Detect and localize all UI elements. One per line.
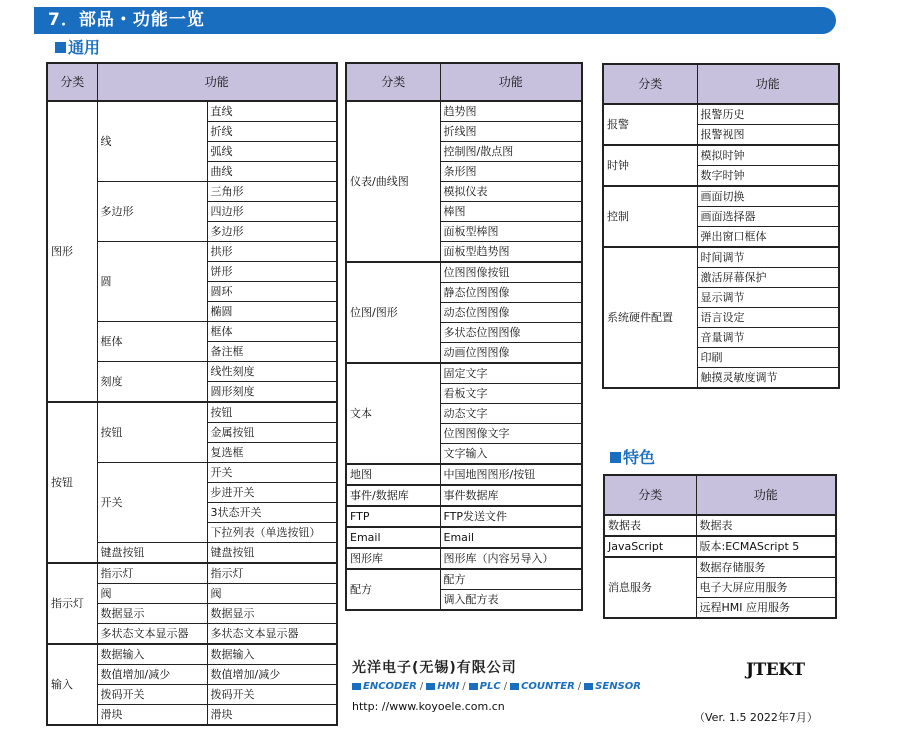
function-cell: 数字时钟 — [697, 166, 839, 187]
table-header-function: 功能 — [696, 475, 836, 515]
function-cell: 拨码开关 — [207, 685, 337, 705]
subcategory-cell: 按钮 — [97, 402, 207, 463]
function-cell: 控制图/散点图 — [440, 142, 582, 162]
function-cell: 数据表 — [696, 515, 836, 536]
category-cell: 事件/数据库 — [346, 485, 440, 506]
category-cell: 配方 — [346, 569, 440, 610]
function-cell: 面板型棒图 — [440, 222, 582, 242]
company-name: 光洋电子(无锡)有限公司 — [352, 660, 517, 676]
function-cell: 圆形刻度 — [207, 382, 337, 403]
table-row — [604, 515, 836, 536]
function-cell: 版本:ECMAScript 5 — [696, 536, 836, 557]
table-row — [603, 104, 839, 125]
table-row — [346, 506, 582, 527]
subcategory-cell: 键盘按钮 — [97, 543, 207, 564]
function-cell: 多状态位图图像 — [440, 323, 582, 343]
company-url[interactable]: http: //www.koyoele.com.cn — [352, 700, 505, 713]
function-cell: 画面选择器 — [697, 207, 839, 227]
table-general-display — [345, 62, 583, 611]
category-cell: 系统硬件配置 — [603, 247, 697, 388]
function-cell: 电子大屏应用服务 — [696, 578, 836, 598]
function-cell: 图形库（内容另导入） — [440, 548, 582, 569]
function-cell: 音量调节 — [697, 328, 839, 348]
category-cell: 数据表 — [604, 515, 696, 536]
function-cell: 数据存储服务 — [696, 557, 836, 578]
function-cell: 趋势图 — [440, 101, 582, 122]
function-cell: 框体 — [207, 322, 337, 342]
function-cell: 按钮 — [207, 402, 337, 423]
product-icon — [510, 683, 519, 690]
function-cell: 直线 — [207, 101, 337, 122]
function-cell: FTP发送文件 — [440, 506, 582, 527]
product-label: PLC — [479, 681, 501, 692]
subcategory-cell: 数据显示 — [97, 604, 207, 624]
section-title-special: 特色 — [610, 448, 655, 468]
brand-logo: JTEKT — [746, 660, 805, 680]
function-cell: 动态文字 — [440, 404, 582, 424]
square-bullet-icon — [55, 42, 66, 53]
version-label: （Ver. 1.5 2022年7月） — [694, 711, 818, 724]
category-cell: 按钮 — [47, 402, 97, 563]
product-label: SENSOR — [595, 681, 641, 692]
function-cell: 静态位图图像 — [440, 283, 582, 303]
table-row — [346, 548, 582, 569]
subcategory-cell: 指示灯 — [97, 563, 207, 584]
function-cell: 事件数据库 — [440, 485, 582, 506]
function-cell: 印刷 — [697, 348, 839, 368]
function-cell: 位图图像文字 — [440, 424, 582, 444]
category-cell: JavaScript — [604, 536, 696, 557]
category-cell: 控制 — [603, 186, 697, 247]
category-cell: 地图 — [346, 464, 440, 485]
category-cell: 指示灯 — [47, 563, 97, 644]
subcategory-cell: 多状态文本显示器 — [97, 624, 207, 645]
function-cell: 数据显示 — [207, 604, 337, 624]
function-cell: 折线 — [207, 122, 337, 142]
table-row — [603, 186, 839, 207]
function-cell: 滑块 — [207, 705, 337, 726]
function-cell: 画面切换 — [697, 186, 839, 207]
category-cell: 位图/图形 — [346, 262, 440, 363]
table-header-function: 功能 — [440, 63, 582, 101]
table-special — [603, 474, 837, 619]
subcategory-cell: 数据输入 — [97, 644, 207, 665]
table-header-category: 分类 — [603, 64, 697, 104]
subcategory-cell: 开关 — [97, 463, 207, 543]
function-cell: 激活屏幕保护 — [697, 268, 839, 288]
table-row — [47, 101, 337, 122]
function-cell: 中国地图图形/按钮 — [440, 464, 582, 485]
function-cell: 面板型趋势图 — [440, 242, 582, 263]
category-cell: Email — [346, 527, 440, 548]
function-cell: 3状态开关 — [207, 503, 337, 523]
subcategory-cell: 框体 — [97, 322, 207, 362]
function-cell: 远程HMI 应用服务 — [696, 598, 836, 619]
function-cell: 复选框 — [207, 443, 337, 463]
function-cell: 拱形 — [207, 242, 337, 262]
function-cell: 金属按钮 — [207, 423, 337, 443]
subcategory-cell: 拨码开关 — [97, 685, 207, 705]
table-header-category: 分类 — [604, 475, 696, 515]
function-cell: 备注框 — [207, 342, 337, 362]
function-cell: 报警历史 — [697, 104, 839, 125]
table-row — [346, 485, 582, 506]
function-cell: 弧线 — [207, 142, 337, 162]
function-cell: 下拉列表（单选按钮） — [207, 523, 337, 543]
table-row — [47, 402, 337, 423]
table-row — [47, 644, 337, 665]
category-cell: 文本 — [346, 363, 440, 464]
function-cell: 多状态文本显示器 — [207, 624, 337, 645]
table-row — [346, 464, 582, 485]
table-row — [604, 557, 836, 578]
function-cell: 时间调节 — [697, 247, 839, 268]
function-cell: 动画位图图像 — [440, 343, 582, 364]
table-row — [346, 363, 582, 384]
product-icon — [426, 683, 435, 690]
product-icon — [469, 683, 478, 690]
product-icon — [584, 683, 593, 690]
function-cell: 调入配方表 — [440, 590, 582, 611]
table-header-category: 分类 — [47, 63, 97, 101]
function-cell: 四边形 — [207, 202, 337, 222]
function-cell: 语言设定 — [697, 308, 839, 328]
function-cell: 看板文字 — [440, 384, 582, 404]
product-label: HMI — [437, 681, 460, 692]
table-row — [346, 262, 582, 283]
table-header-function: 功能 — [97, 63, 337, 101]
subcategory-cell: 阀 — [97, 584, 207, 604]
function-cell: 饼形 — [207, 262, 337, 282]
category-cell: 输入 — [47, 644, 97, 725]
function-cell: 曲线 — [207, 162, 337, 182]
category-cell: 报警 — [603, 104, 697, 145]
function-cell: 步进开关 — [207, 483, 337, 503]
table-row — [47, 563, 337, 584]
table-row — [346, 569, 582, 590]
function-cell: 开关 — [207, 463, 337, 483]
product-label: COUNTER — [521, 681, 575, 692]
product-label: ENCODER — [363, 681, 417, 692]
table-general-system — [602, 63, 840, 389]
divider: / — [577, 681, 582, 692]
function-cell: 模拟时钟 — [697, 145, 839, 166]
function-cell: 键盘按钮 — [207, 543, 337, 564]
category-cell: FTP — [346, 506, 440, 527]
category-cell: 图形 — [47, 101, 97, 402]
function-cell: 弹出窗口框体 — [697, 227, 839, 248]
function-cell: 椭圆 — [207, 302, 337, 322]
function-cell: 位图图像按钮 — [440, 262, 582, 283]
category-cell: 消息服务 — [604, 557, 696, 618]
function-cell: 数据输入 — [207, 644, 337, 665]
table-row — [346, 527, 582, 548]
product-lineup — [352, 681, 641, 692]
table-row — [604, 536, 836, 557]
category-cell: 仪表/曲线图 — [346, 101, 440, 262]
section-header-bar — [34, 7, 836, 34]
table-general-shapes — [46, 62, 338, 726]
function-cell: 多边形 — [207, 222, 337, 242]
table-row — [346, 101, 582, 122]
subcategory-cell: 线 — [97, 101, 207, 182]
function-cell: 数值增加/减少 — [207, 665, 337, 685]
product-icon — [352, 683, 361, 690]
subcategory-cell: 滑块 — [97, 705, 207, 726]
function-cell: 动态位图图像 — [440, 303, 582, 323]
function-cell: 线性刻度 — [207, 362, 337, 382]
page-title: 7．部品・功能一览 — [48, 10, 205, 30]
divider: / — [419, 681, 424, 692]
category-cell: 时钟 — [603, 145, 697, 186]
function-cell: 圆环 — [207, 282, 337, 302]
function-cell: 指示灯 — [207, 563, 337, 584]
function-cell: 触摸灵敏度调节 — [697, 368, 839, 389]
function-cell: 文字输入 — [440, 444, 582, 465]
function-cell: 折线图 — [440, 122, 582, 142]
category-cell: 图形库 — [346, 548, 440, 569]
function-cell: 显示调节 — [697, 288, 839, 308]
function-cell: 阀 — [207, 584, 337, 604]
function-cell: Email — [440, 527, 582, 548]
table-row — [603, 247, 839, 268]
function-cell: 棒图 — [440, 202, 582, 222]
subcategory-cell: 多边形 — [97, 182, 207, 242]
function-cell: 报警视图 — [697, 125, 839, 146]
subcategory-cell: 数值增加/减少 — [97, 665, 207, 685]
function-cell: 条形图 — [440, 162, 582, 182]
function-cell: 模拟仪表 — [440, 182, 582, 202]
section-title-general: 通用 — [55, 38, 100, 58]
table-header-function: 功能 — [697, 64, 839, 104]
function-cell: 三角形 — [207, 182, 337, 202]
function-cell: 固定文字 — [440, 363, 582, 384]
table-row — [603, 145, 839, 166]
divider: / — [462, 681, 466, 692]
square-bullet-icon — [610, 452, 621, 463]
divider: / — [503, 681, 508, 692]
subcategory-cell: 刻度 — [97, 362, 207, 403]
table-header-category: 分类 — [346, 63, 440, 101]
function-cell: 配方 — [440, 569, 582, 590]
subcategory-cell: 圆 — [97, 242, 207, 322]
